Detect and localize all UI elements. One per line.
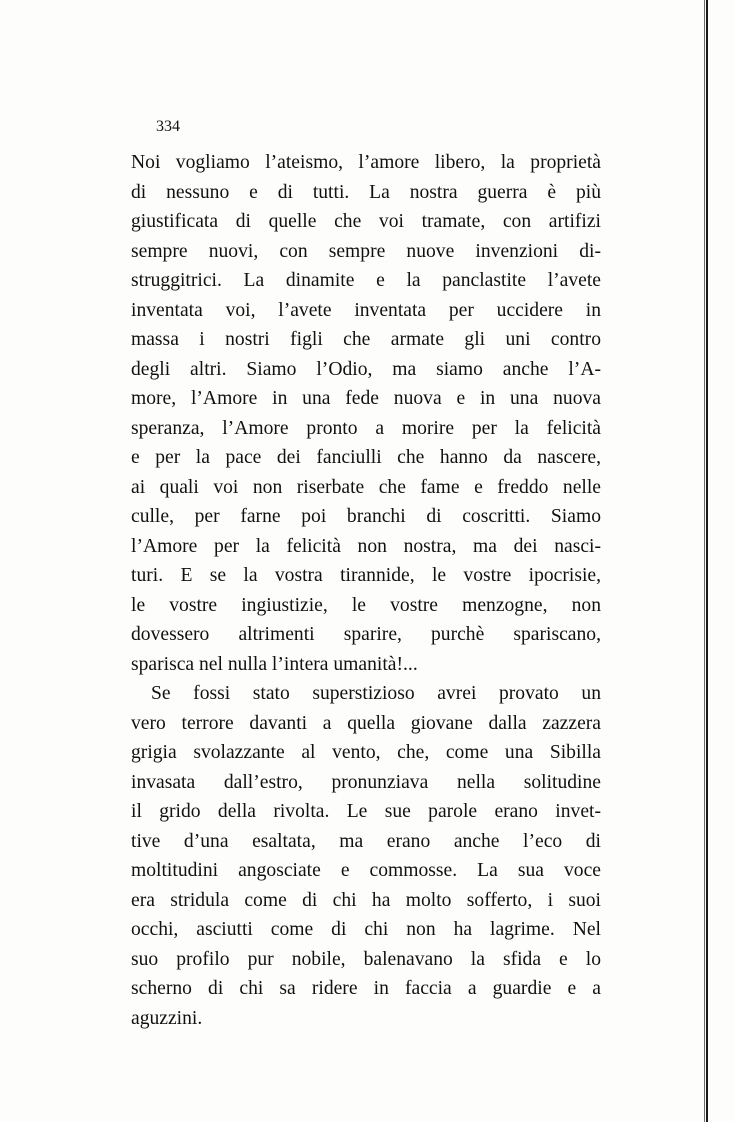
text-line: inventata voi, l’avete inventata per uccidere in	[131, 299, 601, 321]
text-line: turi. E se la vostra tirannide, le vostre ipocrisie,	[131, 565, 601, 586]
text-line: degli altri. Siamo l’Odio, ma siamo anche l’A-	[131, 358, 601, 380]
text-line: le vostre ingiustizie, le vostre menzogne, non	[131, 594, 601, 616]
page-edge-shadow	[704, 0, 705, 1122]
page-number: 334	[156, 118, 180, 135]
page-edge-line	[706, 0, 708, 1122]
text-line: suo profilo pur nobile, balenavano la sfida e lo	[131, 948, 601, 970]
text-line: culle, per farne poi branchi di coscritti. Siamo	[131, 506, 601, 527]
text-line: scherno di chi sa ridere in faccia a guardie e a	[131, 978, 601, 999]
text-line: era stridula come di chi ha molto sofferto, i suoi	[131, 889, 601, 911]
text-line: tive d’una esaltata, ma erano anche l’eco di	[131, 830, 601, 852]
text-line: Noi vogliamo l’ateismo, l’amore libero, la proprietà	[131, 152, 601, 173]
text-line: struggitrici. La dinamite e la panclastite l’avete	[131, 270, 601, 291]
text-line: speranza, l’Amore pronto a morire per la felicità	[131, 417, 601, 439]
text-line: massa i nostri figli che armate gli uni contro	[131, 329, 601, 350]
text-line: grigia svolazzante al vento, che, come una Sibilla	[131, 742, 601, 763]
text-line: e per la pace dei fanciulli che hanno da nascere,	[131, 447, 601, 468]
text-line: ai quali voi non riserbate che fame e freddo nelle	[131, 476, 601, 498]
text-line: sparisca nel nulla l’intera umanità!...	[131, 653, 418, 675]
text-line: aguzzini.	[131, 1007, 203, 1029]
text-line: occhi, asciutti come di chi non ha lagrime. Nel	[131, 919, 601, 940]
text-line: l’Amore per la felicità non nostra, ma dei nasci-	[131, 535, 601, 557]
text-line: Se fossi stato superstizioso avrei provato un	[151, 683, 601, 704]
text-line: giustificata di quelle che voi tramate, con artifizi	[131, 211, 601, 232]
text-line: invasata dall’estro, pronunziava nella solitudine	[131, 771, 601, 793]
text-line: il grido della rivolta. Le sue parole erano invet-	[131, 801, 601, 822]
text-line: di nessuno e di tutti. La nostra guerra è più	[131, 181, 601, 203]
text-line: more, l’Amore in una fede nuova e in una nuova	[131, 388, 601, 409]
text-line: dovessero altrimenti sparire, purchè spariscano,	[131, 624, 601, 645]
text-line: moltitudini angosciate e commosse. La sua voce	[131, 860, 601, 881]
text-line: vero terrore davanti a quella giovane dalla zazzera	[131, 712, 601, 734]
body-text	[131, 148, 601, 1033]
text-line: sempre nuovi, con sempre nuove invenzioni di-	[131, 240, 601, 262]
